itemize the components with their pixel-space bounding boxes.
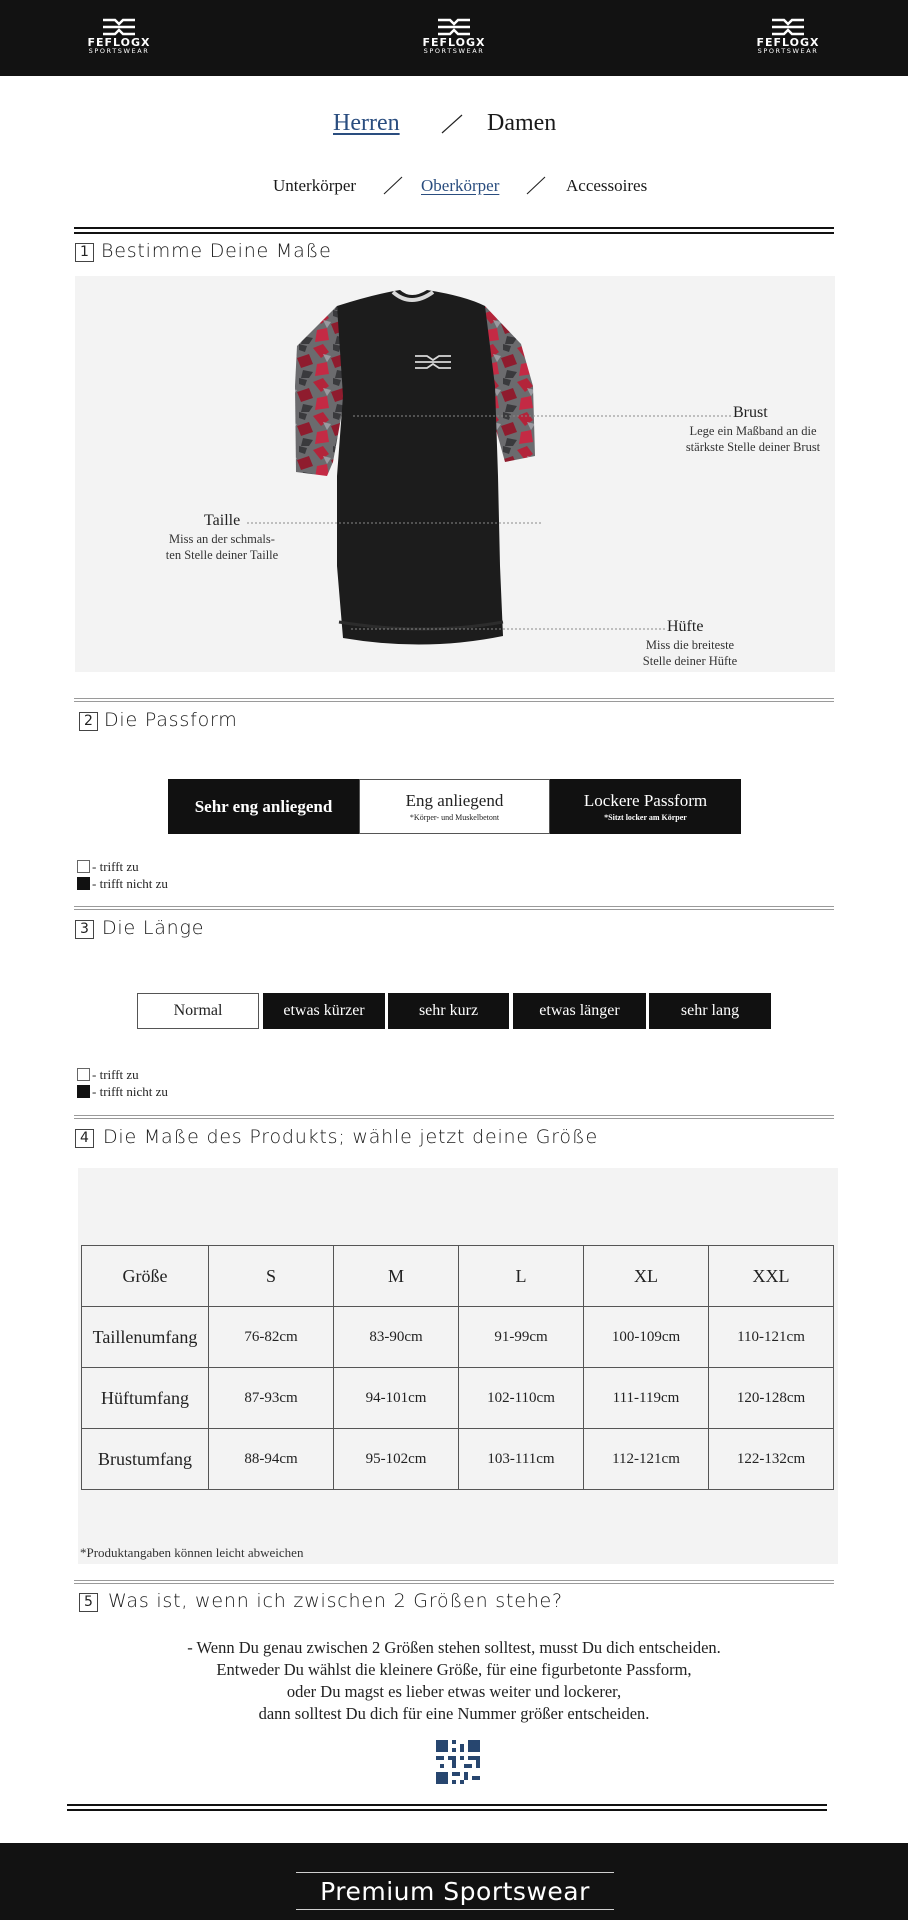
legend-not-applies: - trifft nicht zu [77, 1085, 168, 1099]
section-title: Die Länge [102, 917, 205, 939]
table-cell: 110-121cm [709, 1307, 834, 1368]
nav-damen[interactable]: Damen [487, 110, 557, 136]
legend-white-box-icon [77, 860, 90, 873]
fit-option-eng[interactable] [359, 779, 550, 834]
table-cell: 94-101cm [334, 1368, 459, 1429]
table-cell: 100-109cm [584, 1307, 709, 1368]
size-table-note: *Produktangaben können leicht abweichen [80, 1545, 304, 1560]
legend-black-box-icon [77, 1085, 90, 1098]
table-header-cell: L [459, 1246, 584, 1307]
brand-logo[interactable] [740, 18, 836, 56]
nav-separator-icon [525, 175, 547, 196]
table-row-header: Taillenumfang [82, 1307, 209, 1368]
length-option-sehr-lang[interactable]: sehr lang [649, 993, 771, 1029]
hip-label: Hüfte [667, 618, 704, 635]
qr-code-icon[interactable] [436, 1740, 480, 1784]
logo-mark-icon [101, 18, 137, 36]
table-row-header: Brustumfang [82, 1429, 209, 1490]
table-header-cell: M [334, 1246, 459, 1307]
divider [74, 1580, 834, 1584]
section-title: Die Maße des Produkts; wähle jetzt deine Größe [103, 1126, 598, 1148]
table-header-cell: S [209, 1246, 334, 1307]
table-header-cell: XL [584, 1246, 709, 1307]
footer-rule [296, 1909, 614, 1910]
table-cell: 111-119cm [584, 1368, 709, 1429]
section-number: 2 [79, 712, 98, 731]
section-number: 3 [75, 920, 94, 939]
logo-name: FEFLOGX [422, 36, 486, 49]
table-header-cell: XXL [709, 1246, 834, 1307]
section-number: 1 [75, 243, 94, 262]
shirt-illustration [75, 276, 835, 672]
legend-applies: - trifft zu [77, 860, 139, 874]
top-bar [0, 0, 908, 76]
logo-mark-icon [436, 18, 472, 36]
section-title: Bestimme Deine Maße [101, 240, 332, 262]
footer-bar [0, 1843, 908, 1920]
table-row [82, 1368, 834, 1429]
table-cell: 112-121cm [584, 1429, 709, 1490]
table-cell: 103-111cm [459, 1429, 584, 1490]
legend-white-box-icon [77, 1068, 90, 1081]
waist-desc-2: ten Stelle deiner Taille [165, 548, 279, 562]
length-option-normal[interactable]: Normal [137, 993, 259, 1029]
table-cell: 88-94cm [209, 1429, 334, 1490]
table-cell: 91-99cm [459, 1307, 584, 1368]
table-cell: 102-110cm [459, 1368, 584, 1429]
logo-tagline: SPORTSWEAR [423, 47, 485, 55]
waist-desc-1: Miss an der schmals- [169, 532, 275, 546]
faq-line: oder Du magst es lieber etwas weiter und lockerer, [286, 1682, 622, 1701]
table-cell: 83-90cm [334, 1307, 459, 1368]
length-option-etwas-laenger[interactable]: etwas länger [513, 993, 646, 1029]
legend-applies: - trifft zu [77, 1068, 139, 1082]
legend-not-applies: - trifft nicht zu [77, 877, 168, 891]
divider [74, 1115, 834, 1119]
divider [74, 698, 834, 702]
fit-option-sehr-eng[interactable] [168, 779, 359, 834]
nav-accessoires[interactable]: Accessoires [566, 176, 648, 195]
brand-logo[interactable] [406, 18, 502, 56]
section-title: Was ist, wenn ich zwischen 2 Größen stehe? [108, 1590, 563, 1612]
logo-tagline: SPORTSWEAR [757, 47, 819, 55]
length-option-etwas-kuerzer[interactable]: etwas kürzer [263, 993, 385, 1029]
section-number: 5 [79, 1593, 98, 1612]
fit-option-label: Lockere Passform [583, 791, 708, 810]
length-option-sehr-kurz[interactable]: sehr kurz [388, 993, 509, 1029]
hip-desc-2: Stelle deiner Hüfte [642, 654, 738, 668]
nav-separator-icon [382, 175, 404, 196]
chest-desc-1: Lege ein Maßband an die [689, 424, 817, 438]
hip-desc-1: Miss die breiteste [645, 638, 735, 652]
footer-slogan: Premium Sportswear [320, 1877, 590, 1906]
size-table [81, 1245, 834, 1490]
table-header-cell: Größe [82, 1246, 209, 1307]
section-number: 4 [75, 1129, 94, 1148]
table-cell: 120-128cm [709, 1368, 834, 1429]
table-row-header: Hüftumfang [82, 1368, 209, 1429]
fit-option-label: Eng anliegend [405, 791, 504, 810]
table-row [82, 1307, 834, 1368]
fit-option-locker[interactable] [550, 779, 741, 834]
section-title: Die Passform [104, 709, 238, 731]
nav-separator-icon [440, 113, 464, 135]
table-cell: 76-82cm [209, 1307, 334, 1368]
logo-name: FEFLOGX [756, 36, 820, 49]
divider [74, 906, 834, 910]
table-cell: 95-102cm [334, 1429, 459, 1490]
waist-label: Taille [204, 512, 241, 529]
chest-label: Brust [733, 404, 768, 421]
fit-option-sub: *Sitzt locker am Körper [604, 813, 687, 822]
table-row [82, 1429, 834, 1490]
fit-option-sub: *Körper- und Muskelbetont [409, 813, 500, 822]
legend-black-box-icon [77, 877, 90, 890]
logo-mark-icon [770, 18, 806, 36]
fit-option-label: Sehr eng anliegend [194, 796, 333, 816]
table-cell: 87-93cm [209, 1368, 334, 1429]
table-row [82, 1246, 834, 1307]
logo-name: FEFLOGX [87, 36, 151, 49]
faq-line: dann solltest Du dich für eine Nummer größer entscheiden. [258, 1704, 650, 1723]
faq-line: Entweder Du wählst die kleinere Größe, für eine figurbetonte Passform, [216, 1660, 692, 1679]
nav-herren[interactable]: Herren [333, 110, 400, 136]
footer-rule [296, 1872, 614, 1873]
faq-line: - Wenn Du genau zwischen 2 Größen stehen solltest, musst Du dich entscheiden. [187, 1638, 721, 1657]
logo-tagline: SPORTSWEAR [88, 47, 150, 55]
brand-logo[interactable] [71, 18, 167, 56]
nav-oberkoerper[interactable]: Oberkörper [421, 176, 500, 195]
table-cell: 122-132cm [709, 1429, 834, 1490]
nav-unterkoerper[interactable]: Unterkörper [273, 176, 357, 195]
chest-desc-2: stärkste Stelle deiner Brust [685, 440, 821, 454]
measure-panel [75, 276, 835, 672]
